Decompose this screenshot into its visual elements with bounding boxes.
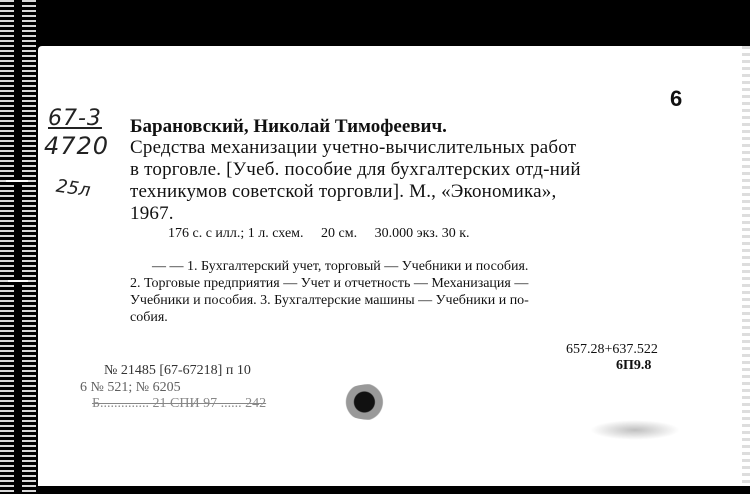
card-number: 6: [670, 86, 683, 111]
handwritten-note: 25л: [54, 175, 92, 202]
physical-description: 176 с. с илл.; 1 л. схем. 20 см. 30.000 экз. 30 к.: [168, 226, 470, 241]
title-line: Средства механизации учетно-вычислительных работ: [130, 137, 577, 158]
shelf-mark-top: 67-3: [48, 106, 102, 131]
card-right-edge: [742, 46, 750, 486]
udc-index: 657.28+637.522: [566, 342, 658, 357]
bbk-index: 6П9.8: [616, 358, 652, 373]
perforation-gap: [14, 0, 22, 494]
title-line: в торговле. [Учеб. пособие для бухгалтерских отд-ний: [130, 159, 581, 180]
shelf-mark-bottom: 4720: [44, 132, 110, 160]
registration-number: Б.............. 21 СПИ 97 ...... 242: [92, 396, 267, 411]
registration-number: № 21485 [67-67218] п 10: [104, 363, 251, 378]
subject-line: собия.: [130, 310, 168, 325]
subject-line: Учебники и пособия. 3. Бухгалтерские машины — Учебники и по-: [130, 293, 529, 308]
title-line: 1967.: [130, 203, 174, 224]
subject-line: — — 1. Бухгалтерский учет, торговый — Учебники и пособия.: [152, 259, 529, 274]
registration-number: 6 № 521; № 6205: [80, 380, 181, 395]
ink-stamp: [338, 384, 404, 420]
scan-border-top: [0, 0, 750, 44]
title-line: техникумов советской торговли]. М., «Экономика»,: [130, 181, 557, 202]
scan-smudge: [590, 420, 680, 440]
subject-line: 2. Торговые предприятия — Учет и отчетность — Механизация —: [130, 276, 529, 291]
scan-mark: [8, 280, 28, 282]
author-heading: Барановский, Николай Тимофеевич.: [130, 116, 447, 137]
scan-mark: [6, 180, 28, 182]
